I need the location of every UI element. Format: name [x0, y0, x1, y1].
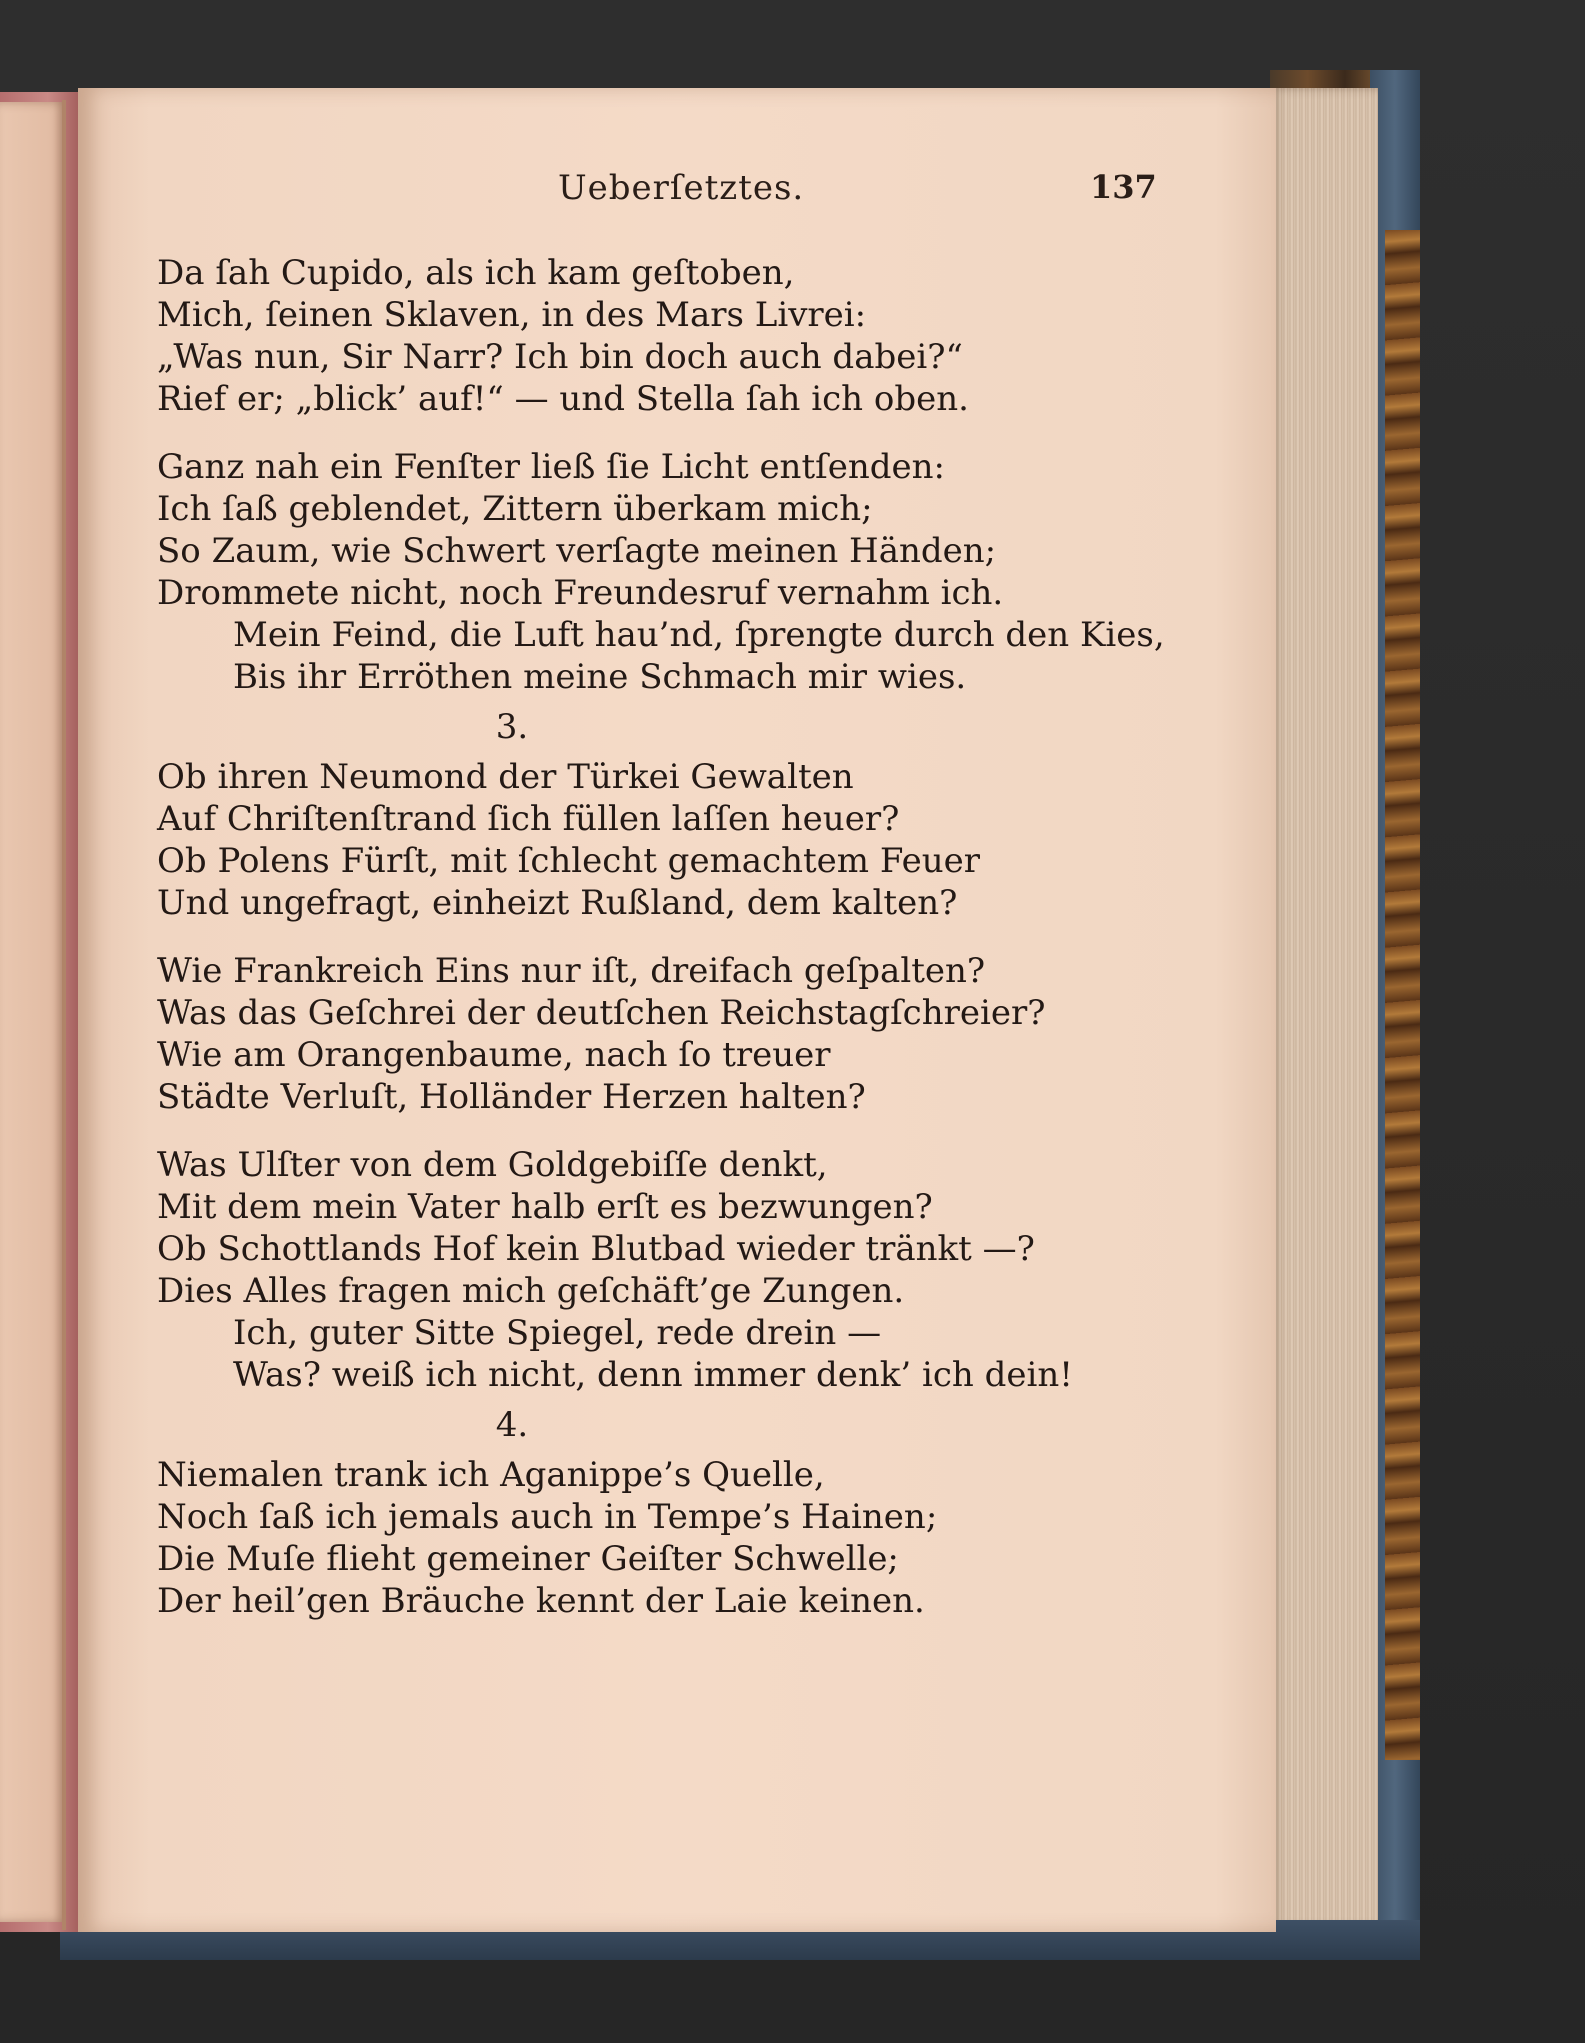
verse-line: Der heil’gen Bräuche kennt der Laie keinen. [157, 1581, 925, 1621]
verse-line: Dies Alles fragen mich geſchäft’ge Zungen. [157, 1271, 905, 1311]
verse-line: Rief er; „blick’ auf!“ — und Stella ſah ich oben. [157, 379, 969, 419]
verse-line: Und ungefragt, einheizt Rußland, dem kalten? [157, 883, 958, 923]
page-edges [1270, 88, 1378, 1928]
verse-line: Ob ihren Neumond der Türkei Gewalten [157, 757, 854, 797]
verse-line: Die Muſe flieht gemeiner Geiſter Schwelle; [157, 1539, 899, 1579]
verse-line: Städte Verluſt, Holländer Herzen halten? [157, 1077, 866, 1117]
verse-line: Ich, guter Sitte Spiegel, rede drein — [233, 1313, 882, 1353]
verse-line: Mich, ſeinen Sklaven, in des Mars Livrei: [157, 295, 867, 335]
gutter [62, 100, 66, 1930]
verse-line: Auf Chriſtenſtrand ſich füllen laſſen heuer? [157, 799, 900, 839]
verse-line: Niemalen trank ich Aganippe’s Quelle, [157, 1455, 825, 1495]
verse-line: Da ſah Cupido, als ich kam geſtoben, [157, 253, 795, 293]
running-head: Ueberſetztes. [558, 168, 805, 208]
verse-line: Was Ulſter von dem Goldgebiſſe denkt, [157, 1145, 828, 1185]
stanza [157, 1144, 1117, 1396]
verse-line: Ob Polens Fürſt, mit ſchlecht gemachtem Feuer [157, 841, 980, 881]
left-page [0, 102, 66, 1922]
poem-text [157, 252, 1165, 1622]
verse-line: Mein Feind, die Luft hau’nd, ſprengte durch den Kies, [233, 615, 1165, 655]
verse-line: Mit dem mein Vater halb erſt es bezwungen? [157, 1187, 933, 1227]
verse-line: Ganz nah ein Fenſter ließ ſie Licht entſenden: [157, 447, 945, 487]
page-header [150, 168, 1157, 218]
section-number: 3. [495, 707, 529, 747]
page-number: 137 [1090, 168, 1157, 206]
verse-line: So Zaum, wie Schwert verſagte meinen Händen; [157, 531, 997, 571]
verse-line: Ob Schottlands Hof kein Blutbad wieder tränkt —? [157, 1229, 1035, 1269]
verse-line: Was das Geſchrei der deutſchen Reichstagſchreier? [157, 993, 1046, 1033]
stanza [157, 446, 1165, 698]
verse-line: Ich ſaß geblendet, Zittern überkam mich; [157, 489, 873, 529]
stanza [157, 252, 1117, 420]
stanza [157, 950, 1117, 1118]
verse-line: Bis ihr Erröthen meine Schmach mir wies. [233, 657, 967, 697]
verse-line: Noch ſaß ich jemals auch in Tempe’s Hainen; [157, 1497, 938, 1537]
verse-line: Wie am Orangenbaume, nach ſo treuer [157, 1035, 831, 1075]
stanza [157, 1454, 1117, 1622]
verse-line: „Was nun, Sir Narr? Ich bin doch auch dabei?“ [157, 337, 963, 377]
stanza [157, 756, 1117, 924]
section-number: 4. [495, 1405, 529, 1445]
verse-line: Wie Frankreich Eins nur iſt, dreifach geſpalten? [157, 951, 986, 991]
verse-line: Drommete nicht, noch Freundesruf vernahm ich. [157, 573, 1004, 613]
verse-line: Was? weiß ich nicht, denn immer denk’ ich dein! [233, 1355, 1073, 1395]
marbled-cover-paper [1385, 230, 1420, 1760]
